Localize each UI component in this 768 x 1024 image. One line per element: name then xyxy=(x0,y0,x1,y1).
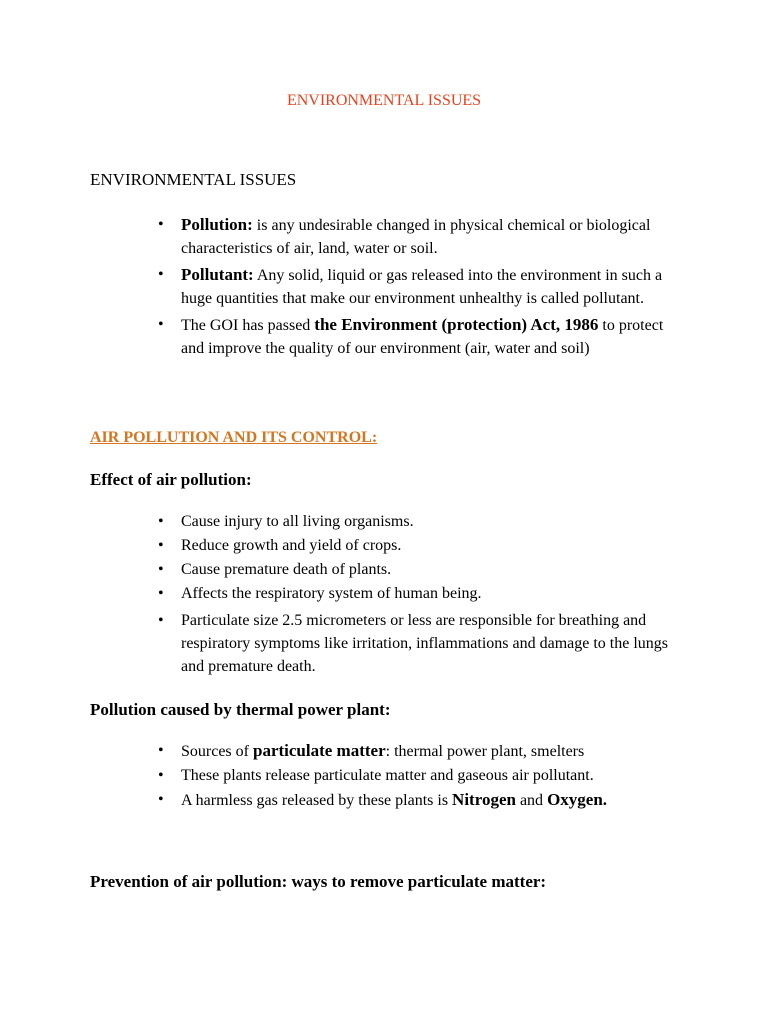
list-item xyxy=(90,582,690,605)
effect-text: Particulate size 2.5 micrometers or less are responsible for breathing and respiratory symptoms like irritation, inflammations and damage to the lungs and premature death. xyxy=(181,612,669,675)
list-item xyxy=(90,739,690,763)
definition-pollutant: Any solid, liquid or gas released into the environment in such a huge quantities that make our environment unhealthy is called pollutant. xyxy=(181,267,663,307)
nitrogen-term: Nitrogen xyxy=(452,790,516,809)
subheading-thermal-power-plant: Pollution caused by thermal power plant: xyxy=(90,700,391,719)
subheading-prevention-of-air-pollution: Prevention of air pollution: ways to remove particulate matter: xyxy=(90,872,547,891)
list-item xyxy=(90,263,690,310)
list-item xyxy=(90,213,690,260)
particulate-matter-term: particulate matter xyxy=(252,741,386,760)
environment-act-name: the Environment (protection) Act, 1986 xyxy=(314,315,599,334)
environmental-issues-list xyxy=(90,213,690,363)
sources-prefix: Sources of xyxy=(181,743,253,760)
list-item xyxy=(90,534,690,557)
list-item xyxy=(90,788,690,812)
list-item xyxy=(90,313,690,360)
section-heading-air-pollution: AIR POLLUTION AND ITS CONTROL: xyxy=(90,429,378,446)
oxygen-term: Oxygen. xyxy=(547,790,608,809)
term-pollution: Pollution: xyxy=(181,215,253,234)
effect-text: Cause premature death of plants. xyxy=(181,561,392,578)
list-item xyxy=(90,764,690,787)
list-item xyxy=(90,609,690,678)
sources-suffix: : thermal power plant, smelters xyxy=(385,743,585,760)
effect-text: Cause injury to all living organisms. xyxy=(181,513,414,530)
definition-pollution: is any undesirable changed in physical chemical or biological characteristics of air, land, water or soil. xyxy=(181,217,651,257)
effects-list xyxy=(90,510,690,679)
goi-act-suffix: to protect and improve the quality of our environment (air, water and soil) xyxy=(181,317,664,357)
subheading-effect-of-air-pollution: Effect of air pollution: xyxy=(90,470,252,489)
document-title: ENVIRONMENTAL ISSUES xyxy=(286,92,482,109)
thermal-plant-list xyxy=(90,739,690,813)
section-heading-environmental-issues: ENVIRONMENTAL ISSUES xyxy=(90,170,297,189)
release-text: These plants release particulate matter and gaseous air pollutant. xyxy=(181,767,594,784)
goi-act-prefix: The GOI has passed xyxy=(181,317,315,334)
list-item xyxy=(90,510,690,533)
harmless-gas-and: and xyxy=(515,792,548,809)
term-pollutant: Pollutant: xyxy=(181,265,254,284)
effect-text: Reduce growth and yield of crops. xyxy=(181,537,402,554)
list-item xyxy=(90,558,690,581)
effect-text: Affects the respiratory system of human being. xyxy=(181,585,482,602)
harmless-gas-prefix: A harmless gas released by these plants is xyxy=(181,792,453,809)
